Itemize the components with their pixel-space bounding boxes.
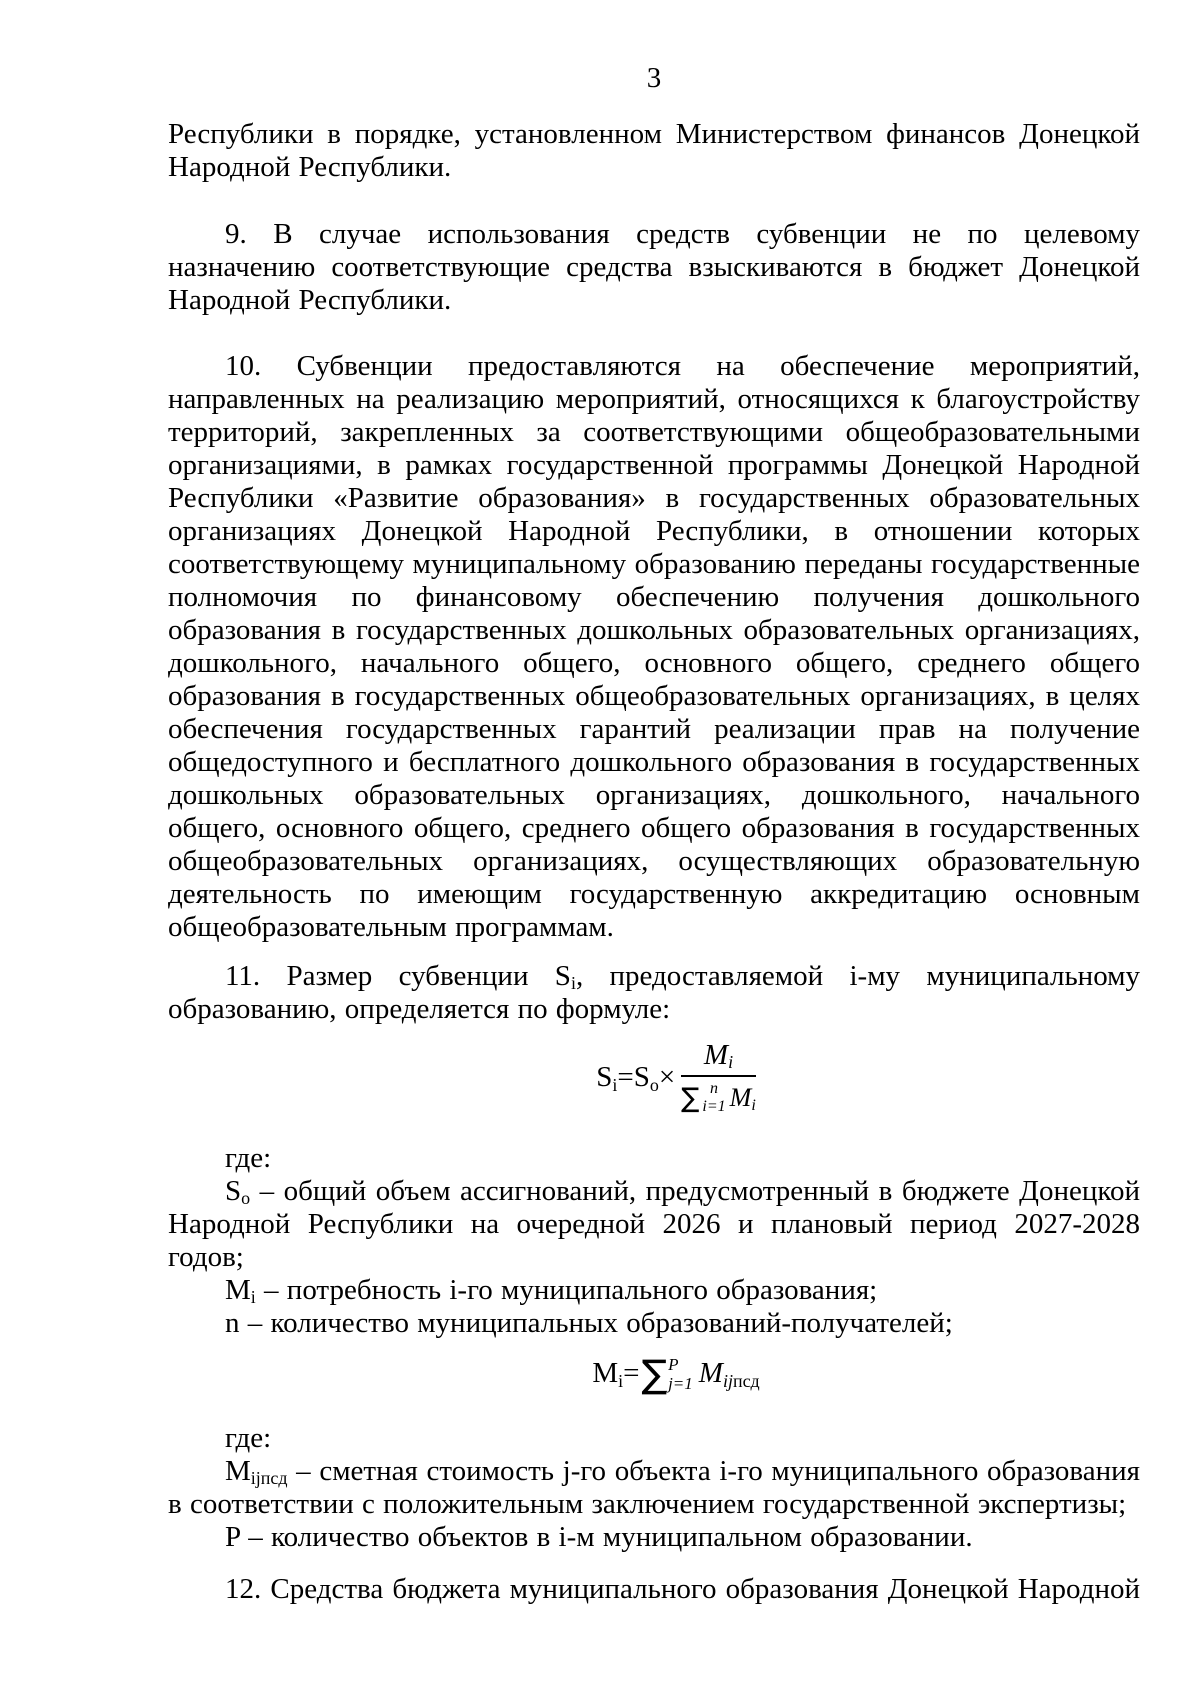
paragraph-9: 9. В случае использования средств субвенции не по целевому назначению соответствующие средства взыскиваются в бюджет Донецкой Народной Республики.: [168, 218, 1140, 316]
definition-p: P – количество объектов в i-м муниципальном образовании.: [225, 1520, 973, 1553]
formula1-denominator: ∑ n i=1 $M_i$: [681, 1079, 756, 1116]
page-number: 3: [646, 62, 662, 94]
paragraph-10: 10. Субвенции предоставляются на обеспечение мероприятий, направленных на реализацию мероприятий, относящихся к благоустройству территорий, закрепленных за соответствующими общеобразовательными организациями, в рамках государственной программы Донецкой Народной Республики «Развитие образования» в государственных образовательных организациях Донецкой Народной Республики, в отношении которых соответствующему муниципальному образованию переданы государственные полномочия по финансовому обеспечению получения дошкольного образования в государственных дошкольных образовательных организациях, дошкольного, начального общего, основного общего, среднего общего образования в государственных общеобразовательных организациях, в целях обеспечения государственных гарантий реализации прав на получение общедоступного и бесплатного дошкольного образования в государственных дошкольных образовательных организациях, дошкольного, начального общего, основного общего, среднего общего образования в государственных общеобразовательных организациях, осуществляющих образовательную деятельность по имеющим государственную аккредитацию основным общеобразовательным программам.: [168, 350, 1140, 943]
sigma-limits: P j=1: [668, 1354, 693, 1394]
definition-mi: $M_i$ – потребность i-го муниципального образования;: [225, 1273, 878, 1308]
formula-mi-sum: [190, 1352, 1162, 1397]
formula1-fraction: [681, 1040, 756, 1117]
definition-mij: $M_{ijпсд}$ – сметная стоимость j-го объекта i-го муниципального образования в соответствии с положительным заключением государственной экспертизы;: [168, 1454, 1140, 1520]
formula-subvention-size: [190, 1040, 1162, 1117]
formula2-term: $M_{ijпсд}$: [698, 1357, 760, 1391]
sigma-limits: n i=1: [702, 1079, 726, 1116]
where-label-2: где:: [225, 1421, 272, 1454]
sigma-symbol: ∑: [681, 1082, 700, 1114]
formula1-numerator: $M_i$: [681, 1040, 756, 1077]
paragraph-12: 12. Средства бюджета муниципального образования Донецкой Народной: [225, 1572, 1140, 1605]
definition-n: n – количество муниципальных образований-получателей;: [225, 1306, 953, 1339]
paragraph-11: 11. Размер субвенции $S_i$, предоставляемой i-му муниципальному образованию, определяется по формуле:: [168, 960, 1140, 1025]
where-label-1: где:: [225, 1141, 272, 1174]
formula2-left-side: $M_i=$: [592, 1357, 640, 1391]
formula1-left-side: $S_i=S_o\times$: [596, 1061, 676, 1095]
sigma-symbol: ∑: [641, 1352, 668, 1397]
paragraph-intro-continuation: Республики в порядке, установленном Министерством финансов Донецкой Народной Республики.: [168, 118, 1140, 183]
definition-so: $S_o$ – общий объем ассигнований, предусмотренный в бюджете Донецкой Народной Республики на очередной 2026 и плановый период 2027-2028 годов;: [168, 1174, 1140, 1273]
